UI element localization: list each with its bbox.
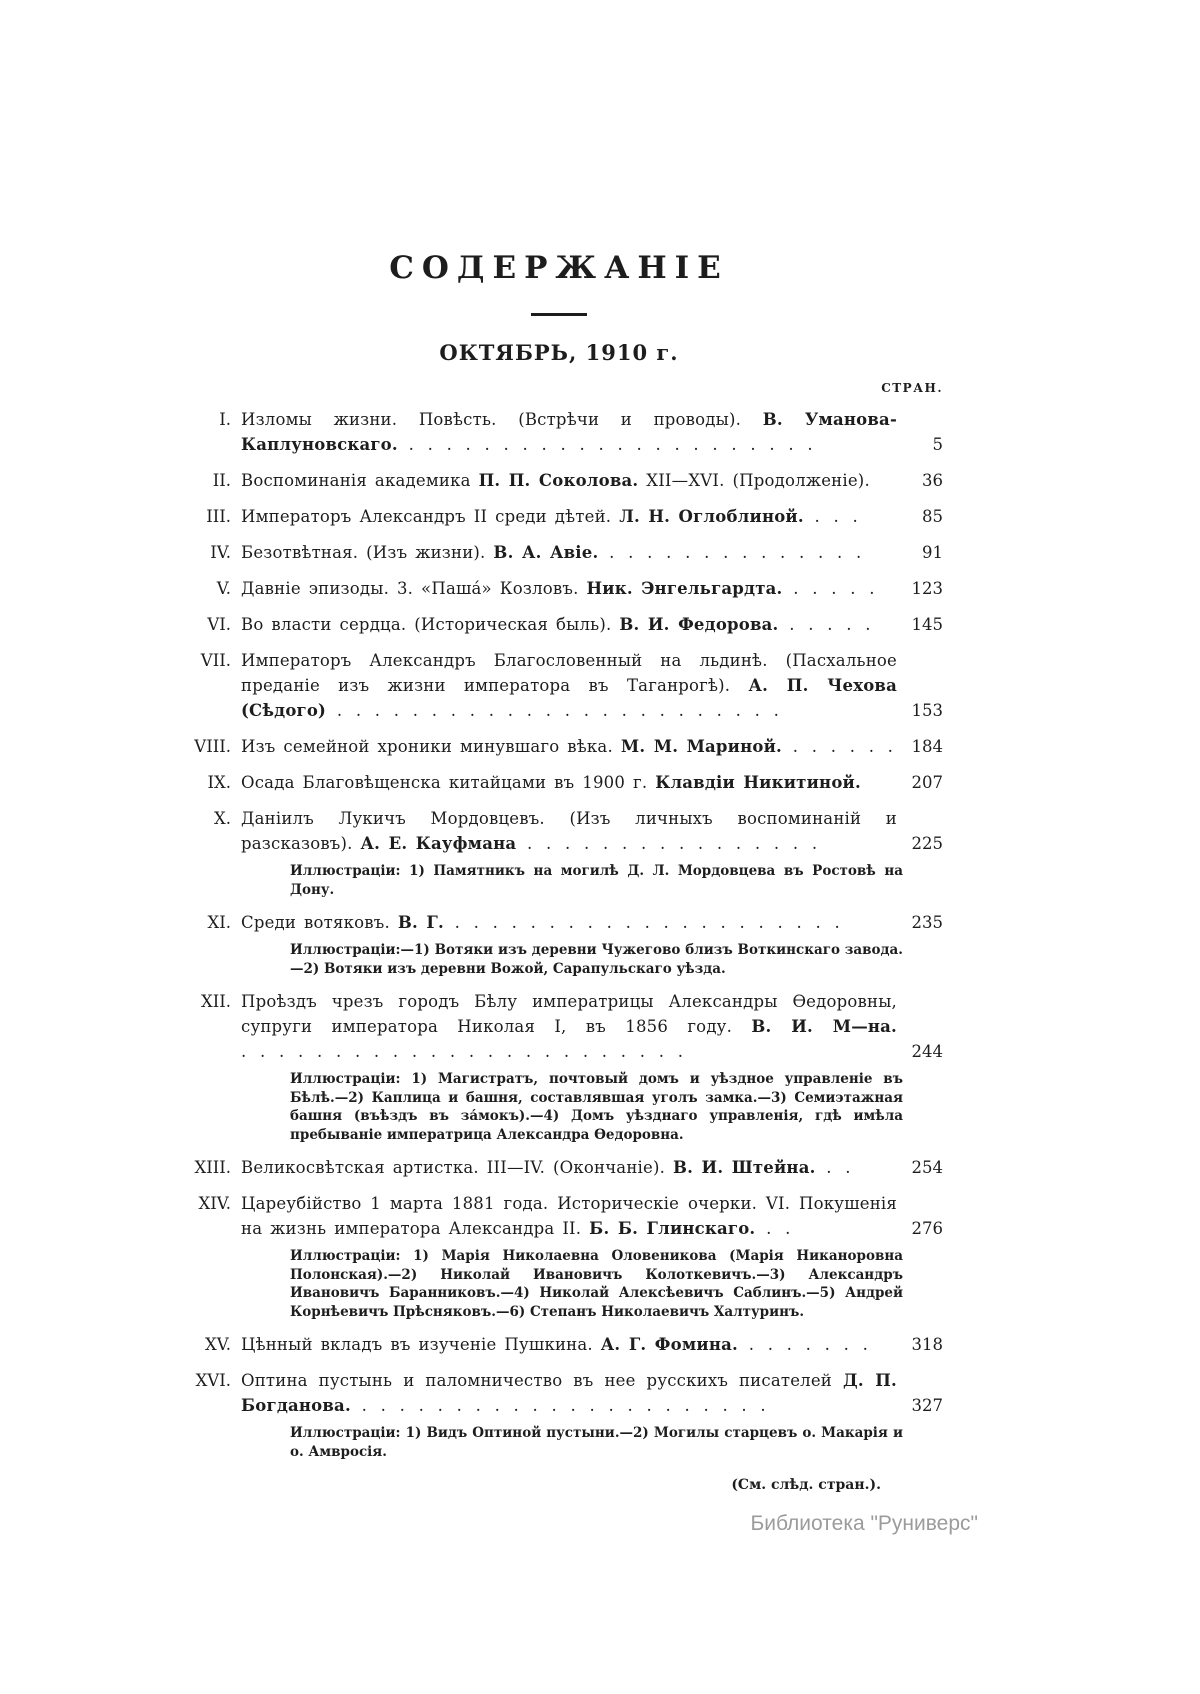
toc-entry [175,540,943,565]
entry-numeral: XV. [204,1335,231,1354]
toc-entry [175,1332,943,1357]
entry-page-number: 225 [911,834,943,853]
entry-text-segment: Даніилъ Лукичъ Мордовцевъ. (Изъ личныхъ воспоминаній и разсказовъ). [241,809,897,853]
entry-illustrations-note: Иллюстраціи:—1) Вотяки изъ деревни Чужегово близъ Воткинскаго завода.—2) Вотяки изъ деревни Вожой, Сарапульскаго уѣзда. [290,942,903,977]
dot-leader: . . . . . . . . . . . . . . . . . . . . . . [397,435,816,454]
toc-entry-row [175,770,943,795]
entry-title [241,806,897,856]
toc-entry [175,734,943,759]
toc-entry-row [175,1332,943,1357]
dot-leader: . . . . . . . [737,1335,871,1354]
toc-entry [175,468,943,493]
entry-author: Л. Н. Оглоблиной. [619,507,804,526]
entry-text-segment: Среди вотяковъ. [241,913,398,932]
entry-text-segment: Проѣздъ чрезъ городъ Бѣлу императрицы Александры Ѳедоровны, супруги императора Николая I, въ 1856 году. [241,992,897,1036]
entry-illustrations-note: Иллюстраціи: 1) Марія Николаевна Оловеникова (Марія Никаноровна Полонская).—2) Николай Ивановичъ Колоткевичъ.—3) Александръ Ивановичъ Баранниковъ.—4) Николай Алексѣевичъ Саблинъ.—5) Андрей Корнѣевичъ Прѣсняковъ.—6) Степанъ Николаевичъ Халтуринъ. [290,1248,903,1320]
see-next-page-note: (См. слѣд. стран.). [731,1477,881,1493]
entry-page-number: 207 [911,773,943,792]
entry-author: А. Е. Кауфмана [360,834,517,853]
toc-entry-row [175,910,943,935]
toc-entry-row [175,806,943,856]
dot-leader: . . . . . . . . . . . . . . . . . . . . . . . . [326,701,782,720]
toc-entry-row [175,648,943,723]
entry-page-number: 91 [922,543,943,562]
toc-entry [175,1368,943,1461]
dot-leader: . . . . . . . . . . . . . . [598,543,865,562]
entry-title [241,1155,897,1180]
entry-numeral: IX. [207,773,231,792]
library-watermark: Библиотека "Руниверс" [750,1512,978,1535]
toc-entry-row [175,1191,943,1241]
entry-author: Д. П. Богданова. [241,1371,897,1415]
entry-title [241,576,897,601]
entry-author: В. Г. [397,913,444,932]
entry-text-segment: Цѣнный вкладъ въ изученіе Пушкина. [241,1335,601,1354]
entry-author: Б. Б. Глинскаго. [589,1219,756,1238]
entry-page-number: 123 [911,579,943,598]
entry-text-segment: Императоръ Александръ II среди дѣтей. [241,507,620,526]
entry-numeral: IV. [210,543,231,562]
toc-entry-row [175,407,943,457]
entry-illustrations-note: Иллюстраціи: 1) Магистратъ, почтовый домъ и уѣздное управленіе въ Бѣлѣ.—2) Каплица и башня, составлявшая уголъ замка.—3) Семиэтажная башня (въѣздъ въ за́мокъ).—4) Домъ уѣзднаго управленія, гдѣ имѣла пребываніе императрица Александра Ѳедоровна. [290,1071,903,1143]
toc-entry [175,770,943,795]
entry-title [241,770,897,795]
entry-title [241,1368,897,1418]
toc-entry [175,1191,943,1321]
dot-leader: . . . . . [778,615,874,634]
entry-page-number: 327 [911,1396,943,1415]
entry-page-number: 153 [911,701,943,720]
entry-author: В. А. Авіе. [493,543,599,562]
entry-page-number: 184 [911,737,943,756]
entry-numeral: V. [216,579,231,598]
entry-title [241,734,897,759]
entry-title [241,1191,897,1241]
toc-entry [175,504,943,529]
entry-title [241,989,897,1064]
toc-entry-row [175,612,943,637]
toc-entry [175,407,943,457]
entry-page-number: 36 [922,471,943,490]
entry-page-number: 145 [911,615,943,634]
entry-text-segment: Безотвѣтная. (Изъ жизни). [241,543,494,562]
toc-entry [175,989,943,1144]
entry-title [241,540,897,565]
dot-leader: . . . . . . . . . . . . . . . . . . . . . [443,913,843,932]
toc-entry-row [175,468,943,493]
entry-text-segment: Цареубійство 1 марта 1881 года. Историческіе очерки. VI. Покушенія на жизнь императора Александра II. [241,1194,897,1238]
page-title: СОДЕРЖАНІЕ [389,250,729,286]
entry-numeral: III. [206,507,231,526]
issue-subtitle: ОКТЯБРЬ, 1910 г. [439,340,679,365]
entry-page-number: 276 [911,1219,943,1238]
dot-leader: . . . . . [782,579,878,598]
entry-text-segment: Изломы жизни. Повѣсть. (Встрѣчи и проводы). [241,410,763,429]
entry-numeral: I. [219,410,231,429]
title-divider [531,313,587,316]
toc-entry-row [175,989,943,1064]
dot-leader: . . . [803,507,861,526]
toc-entry [175,806,943,899]
entry-page-number: 318 [911,1335,943,1354]
dot-leader: . . . . . . . . . . . . . . . . [516,834,821,853]
entry-numeral: II. [212,471,231,490]
toc-entry-row [175,1368,943,1418]
entry-numeral: VI. [207,615,231,634]
entry-author: А. П. Чехова (Сѣдого) [241,676,897,720]
toc-entry-row [175,540,943,565]
entry-illustrations-note: Иллюстраціи: 1) Видъ Оптиной пустыни.—2) Могилы старцевъ о. Макарія и о. Амвросія. [290,1425,903,1460]
entry-author: Ник. Энгельгардта. [586,579,783,598]
toc-entry [175,910,943,978]
entry-text-segment: XII—XVI. (Продолженіе). [638,471,870,490]
entry-page-number: 244 [911,1042,943,1061]
entry-text-segment: Великосвѣтская артистка. III—IV. (Окончаніе). [241,1158,674,1177]
entry-numeral: X. [214,809,231,828]
document-page [175,250,943,1493]
entry-numeral: VII. [200,651,231,670]
dot-leader: . . [755,1219,794,1238]
entry-title [241,468,897,493]
toc-entry [175,612,943,637]
toc-entry-row [175,504,943,529]
entry-text-segment: Воспоминанія академика [241,471,479,490]
entry-title [241,1332,897,1357]
dot-leader: . . . . . . [781,737,896,756]
entry-title [241,504,897,529]
entry-author: В. Уманова-Каплуновскаго. [241,410,897,454]
entry-numeral: XIV. [198,1194,231,1213]
entry-numeral: VIII. [194,737,231,756]
entry-page-number: 235 [911,913,943,932]
dot-leader: . . [815,1158,854,1177]
entry-author: М. М. Мариной. [620,737,782,756]
entry-author: В. И. Федорова. [619,615,779,634]
entry-text-segment: Осада Благовѣщенска китайцами въ 1900 г. [241,773,656,792]
entry-numeral: XI. [207,913,231,932]
page-column-header: СТРАН. [881,381,943,395]
entry-author: А. Г. Фомина. [600,1335,738,1354]
entry-text-segment: Давніе эпизоды. 3. «Паша́» Козловъ. [241,579,587,598]
entry-numeral: XIII. [194,1158,231,1177]
toc-entry-row [175,1155,943,1180]
entry-illustrations-note: Иллюстраціи: 1) Памятникъ на могилѣ Д. Л. Мордовцева въ Ростовѣ на Дону. [290,863,903,898]
entry-author: П. П. Соколова. [478,471,639,490]
dot-leader: . . . . . . . . . . . . . . . . . . . . . . . . [241,1042,687,1061]
entry-page-number: 5 [932,435,943,454]
toc-entry [175,576,943,601]
entry-title [241,910,897,935]
entry-title [241,648,897,723]
entry-author: В. И. М—на. [751,1017,898,1036]
entry-title [241,407,897,457]
entry-author: В. И. Штейна. [673,1158,816,1177]
entry-page-number: 85 [922,507,943,526]
entry-page-number: 254 [911,1158,943,1177]
dot-leader: . . . . . . . . . . . . . . . . . . . . . . [350,1396,769,1415]
entry-text-segment: Императоръ Александръ Благословенный на льдинѣ. (Пасхальное преданіе изъ жизни императора въ Таганрогѣ). [241,651,897,695]
entry-author: Клавдіи Никитиной. [655,773,861,792]
toc-entry-row [175,576,943,601]
entry-text-segment: Во власти сердца. (Историческая быль). [241,615,620,634]
toc-entry [175,648,943,723]
toc-entry [175,1155,943,1180]
entry-text-segment: Оптина пустынь и паломничество въ нее русскихъ писателей [241,1371,843,1390]
toc-entry-row [175,734,943,759]
entry-numeral: XII. [200,992,231,1011]
toc-list [175,407,943,1461]
entry-numeral: XVI. [195,1371,231,1390]
entry-text-segment: Изъ семейной хроники минувшаго вѣка. [241,737,621,756]
entry-title [241,612,897,637]
